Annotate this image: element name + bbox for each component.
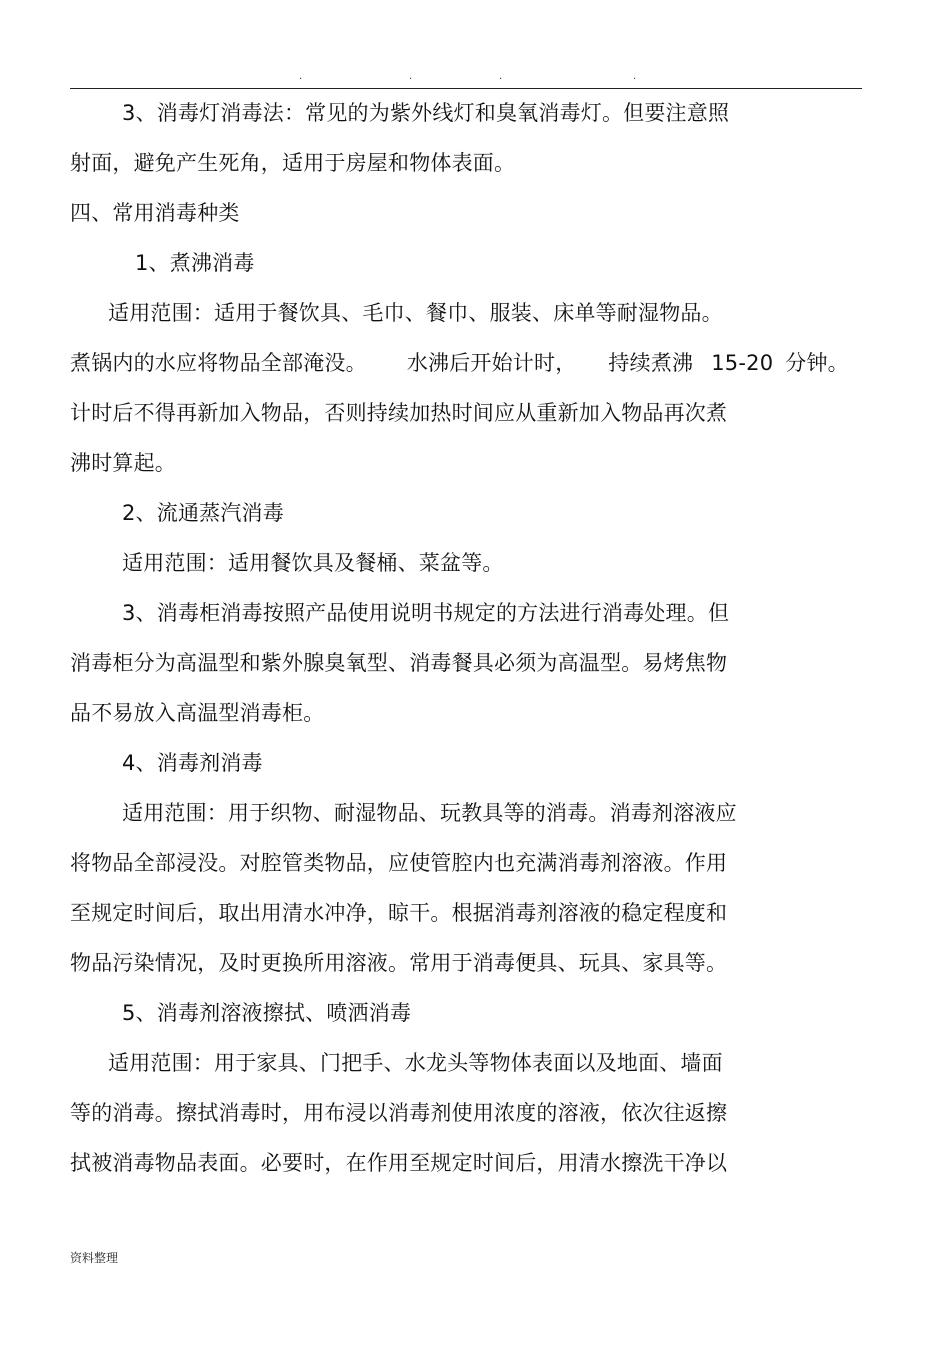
subsection-heading: 2、流通蒸汽消毒 (122, 501, 284, 525)
boiling-text-1: 煮锅内的水应将物品全部淹没。 (70, 351, 367, 375)
paragraph-line: 将物品全部浸没。对腔管类物品，应使管腔内也充满消毒剂溶液。作用 (70, 851, 728, 875)
paragraph-line: 3、消毒柜消毒按照产品使用说明书规定的方法进行消毒处理。但 (122, 601, 730, 625)
section-heading: 四、常用消毒种类 (70, 201, 240, 225)
paragraph-line: 射面，避免产生死角，适用于房屋和物体表面。 (70, 151, 516, 175)
subsection-heading: 5、消毒剂溶液擦拭、喷洒消毒 (122, 1001, 412, 1025)
paragraph-line: 适用范围：适用于餐饮具、毛巾、餐巾、服装、床单等耐湿物品。 (108, 301, 723, 325)
paragraph-line: 适用范围：用于织物、耐湿物品、玩教具等的消毒。消毒剂溶液应 (122, 801, 737, 825)
paragraph-line: 适用范围：适用餐饮具及餐桶、菜盆等。 (122, 551, 504, 575)
paragraph-line: 等的消毒。擦拭消毒时，用布浸以消毒剂使用浓度的溶液，依次往返擦 (70, 1101, 728, 1125)
header-dot: . (409, 71, 413, 82)
paragraph-line: 3、消毒灯消毒法：常见的为紫外线灯和臭氧消毒灯。但要注意照 (122, 101, 730, 125)
header-rule (70, 88, 862, 89)
paragraph-line: 品不易放入高温型消毒柜。 (70, 701, 325, 725)
paragraph-line: 适用范围：用于家具、门把手、水龙头等物体表面以及地面、墙面 (108, 1051, 723, 1075)
paragraph-line: 计时后不得再新加入物品，否则持续加热时间应从重新加入物品再次煮 (70, 401, 728, 425)
paragraph-line: 物品污染情况，及时更换所用溶液。常用于消毒便具、玩具、家具等。 (70, 951, 728, 975)
header-dot: . (633, 71, 637, 82)
header-dot: . (299, 71, 303, 82)
paragraph-line: 拭被消毒物品表面。必要时，在作用至规定时间后，用清水擦洗干净以 (70, 1151, 728, 1175)
paragraph-line-boiling (70, 348, 849, 378)
subsection-heading: 4、消毒剂消毒 (122, 751, 263, 775)
subsection-heading: 1、煮沸消毒 (135, 251, 255, 275)
paragraph-line: 至规定时间后，取出用清水冲净，晾干。根据消毒剂溶液的稳定程度和 (70, 901, 728, 925)
boiling-text-3: 持续煮沸 (608, 351, 694, 375)
boiling-text-2: 水沸后开始计时， (406, 351, 577, 375)
boiling-duration: 15-20 (711, 351, 774, 375)
footer-label: 资料整理 (70, 1251, 119, 1265)
paragraph-line: 消毒柜分为高温型和紫外腺臭氧型、消毒餐具必须为高温型。易烤焦物 (70, 651, 728, 675)
boiling-text-5: 分钟。 (785, 351, 849, 375)
header-dots (0, 70, 950, 84)
header-dot: . (499, 71, 503, 82)
paragraph-line: 沸时算起。 (70, 451, 176, 475)
